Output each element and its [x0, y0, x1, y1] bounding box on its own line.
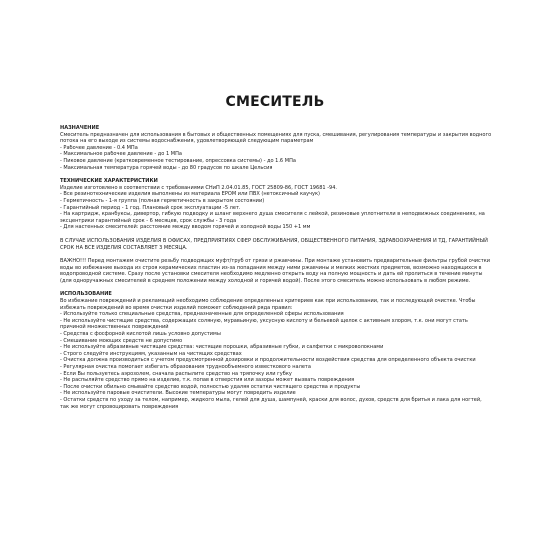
specs-item: - Все резинотехнические изделия выполнены из материала EPOM или ПВХ (нетоксичный каучук)	[60, 191, 321, 198]
document-body	[60, 125, 492, 417]
specs-item: - На картридж, кранбуксы, дивертор, гибкую подводку и шланг верхнего душа смесителя с лейкой, резиновые уплотнители в неподвижных соединениях, на эксцентрики гарантийный срок - 6 месяцев, срок службы - 3 года	[60, 211, 485, 224]
purpose-section	[60, 125, 492, 171]
usage-item: - Регулярная очистка помогает избегать образования труднообъемного известкового налета	[60, 364, 311, 370]
usage-item: - Не используйте абразивные чистящие средства: чистящие порошки, абразивные губки, и салфетки с микроволокнами	[60, 344, 384, 351]
document-title: СМЕСИТЕЛЬ	[225, 94, 325, 110]
usage-item: - Не распыляйте средство прямо на изделие, т.к. попав в отверстия или зазоры может вызвать повреждения	[60, 377, 355, 384]
purpose-item: - Пиковое давление (кратковременное тестирование, опрессовка системы) - до 1.6 МПа	[60, 157, 296, 164]
specs-item: - Для настенных смесителей: расстояние между вводом горячей и холодной воды 150 +1 мм	[60, 224, 311, 231]
usage-heading: ИСПОЛЬЗОВАНИЕ	[60, 291, 112, 298]
usage-item: - Средства с фосфорной кислотой лишь условно допустимы	[60, 331, 221, 338]
usage-item: - Используйте только специальные средства, предназначенные для определенной сферы использования	[60, 311, 344, 318]
warranty-note-section	[60, 238, 492, 251]
usage-item: - Не используйте чистящие средства, содержащих соляную, муравьиную, уксусную кислоту и бельевой щелок с активным хлором, т.к. они могут стать причиной множественных повреждений	[60, 317, 468, 331]
purpose-item: - Максимальная температура горячей воды - до 80 градусов по шкале Цельсия	[60, 164, 273, 171]
usage-text: Во избежание повреждений и рекламаций необходимо соблюдение определенных критериев как при использовании, так и последующей очистке. Чтобы избежать повреждений во время очистки изделий поможет соблюдений ряда правил:	[60, 298, 476, 311]
specs-heading: ТЕХНИЧЕСКИЕ ХАРАКТЕРИСТИКИ	[60, 178, 158, 185]
important-note-section	[60, 258, 492, 284]
specs-item: - Гарантийный период - 1 год. Плановый срок эксплуатации -5 лет.	[60, 204, 241, 211]
purpose-heading: НАЗНАЧЕНИЕ	[60, 125, 100, 131]
specs-text: Изделие изготовлено в соответствии с требованиями СНиП 2.04.01.85, ГОСТ 25809-86, ГОСТ 19681 -94.	[60, 184, 338, 191]
usage-item: - Если Вы пользуетесь аэрозолем, сначала распылите средство на тряпочку или губку	[60, 370, 292, 377]
purpose-item: - Максимальное рабочее давление - до 1 МПа	[60, 151, 182, 158]
purpose-item: - Рабочее давление - 0.4 МПа	[60, 144, 138, 151]
usage-item: - Смешивание моющих средств не допустимо	[60, 337, 183, 344]
specs-item: - Герметичность - 1-я группа (полная герметичность в закрытом состоянии)	[60, 197, 265, 204]
warranty-note: В СЛУЧАЕ ИСПОЛЬЗОВАНИЯ ИЗДЕЛИЯ В ОФИСАХ, ПРЕДПРИЯТИЯХ СФЕР ОБСЛУЖИВАНИЯ, ОБЩЕСТВЕННОГО ПИТАНИЯ, ЗДРАВООХРАНЕНИЯ И ТД, ГАРАНТИЙНЫЙ СРОК НА ВСЕ ИЗДЕЛИЯ СОСТАВЛЯЕТ 3 МЕСЯЦА.	[60, 237, 488, 251]
usage-item: - После очистки обильно смывайте средство водой, полностью удаляя остатки чистящего средства и продукты	[60, 383, 361, 390]
usage-item: - Очистка должна производиться с учетом предусмотренной дозировки и продолжительности воздействия средства для определенного объекта очистки	[60, 357, 476, 364]
usage-item: - Остатки средств по уходу за телом, например, жидкого мыла, гелей для душа, шампуней, краски для волос, духов, средств для бритья и лака для ногтей, так же могут спровоцировать повреждения	[60, 396, 482, 410]
usage-item: - Не используйте паровые очистители. Высокие температуры могут повредить изделие	[60, 390, 296, 397]
usage-section	[60, 291, 492, 410]
usage-item: - Строго следуйте инструкциям, указанным на чистящих средствах	[60, 350, 242, 357]
important-note: ВАЖНО!!! Перед монтажем очистите резьбу подводящих муфт/труб от грязи и ржавчины. При монтаже установить предварительные фильтры грубой очистки воды во избежание выхода из строя керамических пластин из-за попадания между ними ржавчины и мелких жестких предметов, возможно находящихся в водопроводной системе. Сразу после установки смесителя необходимо медленно открыть воду на полную мощность и дать ей пролиться в течение минуты (для одноручажных смесителей в среднем положении между холодной и горячей водой). После этого смеситель можно использовать в любом режиме.	[60, 258, 491, 284]
purpose-text: Смеситель предназначен для использования в бытовых и общественных помещениях для пуска, смешивания, регулирования температуры и закрытия водного потока на его выходе из системы водоснабжения, удовлетворяющей следующим параметрам	[60, 131, 492, 145]
specs-section	[60, 178, 492, 231]
